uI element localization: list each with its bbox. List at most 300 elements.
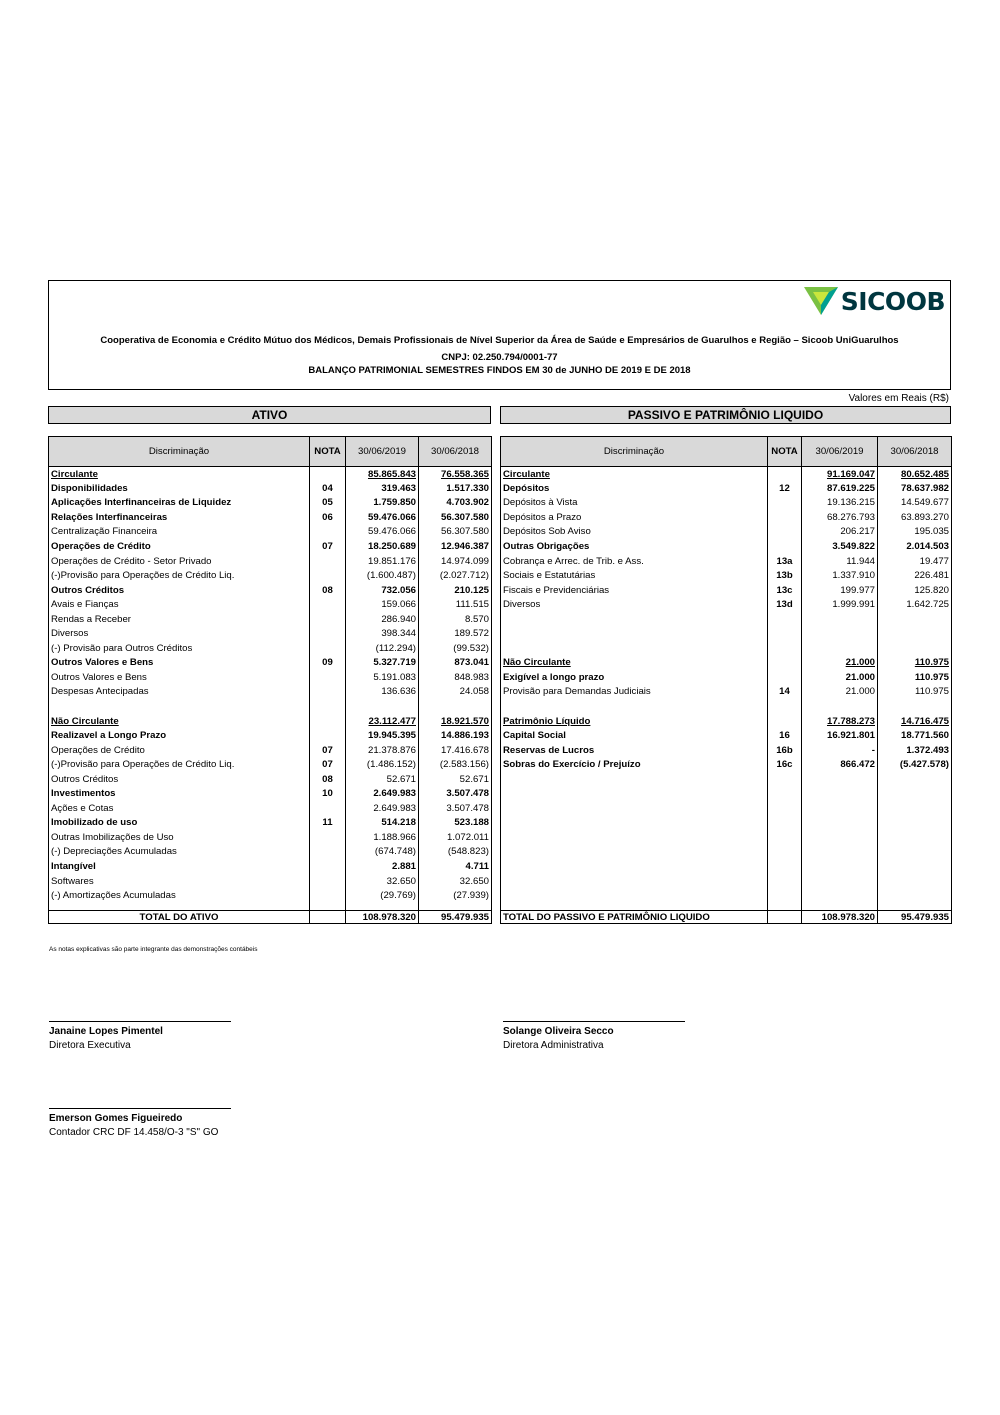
row-value-2018: 14.886.193 <box>419 728 492 743</box>
row-nota <box>768 641 802 656</box>
row-value-2019: 19.136.215 <box>802 496 878 511</box>
row-value-2019: 18.250.689 <box>346 539 419 554</box>
row-label: Depósitos à Vista <box>501 496 768 511</box>
table-row <box>501 757 952 772</box>
row-label: Rendas a Receber <box>49 612 310 627</box>
row-value-2019: 17.788.273 <box>802 714 878 729</box>
row-label: Imobilizado de uso <box>49 816 310 831</box>
row-value-2019: 68.276.793 <box>802 510 878 525</box>
row-nota <box>310 627 346 642</box>
row-value-2019: 23.112.477 <box>346 714 419 729</box>
row-label: Não Circulante <box>501 656 768 671</box>
row-nota <box>310 670 346 685</box>
row-value-2018: 14.716.475 <box>878 714 952 729</box>
row-nota: 16b <box>768 743 802 758</box>
table-row <box>501 888 952 903</box>
row-value-2019 <box>802 888 878 903</box>
table-row <box>49 743 492 758</box>
table-row <box>49 568 492 583</box>
row-value-2019: 21.000 <box>802 670 878 685</box>
table-row <box>501 554 952 569</box>
row-value-2019: 21.000 <box>802 685 878 700</box>
row-label: Provisão para Demandas Judiciais <box>501 685 768 700</box>
row-value-2019: 286.940 <box>346 612 419 627</box>
col-discriminacao: Discriminação <box>501 437 768 467</box>
row-nota: 08 <box>310 772 346 787</box>
row-nota <box>768 467 802 482</box>
table-row <box>501 743 952 758</box>
table-row <box>49 801 492 816</box>
table-row <box>501 845 952 860</box>
table-row <box>49 787 492 802</box>
total-nota <box>310 911 346 924</box>
row-value-2019: (1.600.487) <box>346 568 419 583</box>
row-value-2018: (5.427.578) <box>878 757 952 772</box>
signer-role: Contador CRC DF 14.458/O-3 "S" GO <box>49 1127 219 1138</box>
table-row <box>501 641 952 656</box>
row-value-2018: 873.041 <box>419 656 492 671</box>
table-row <box>501 627 952 642</box>
row-value-2018: 24.058 <box>419 685 492 700</box>
row-label: Cobrança e Arrec. de Trib. e Ass. <box>501 554 768 569</box>
table-row <box>49 845 492 860</box>
row-value-2018: 56.307.580 <box>419 525 492 540</box>
cnpj: CNPJ: 02.250.794/0001-77 <box>441 352 558 363</box>
row-value-2019 <box>802 801 878 816</box>
row-nota <box>310 612 346 627</box>
row-label <box>501 612 768 627</box>
table-row <box>49 685 492 700</box>
row-value-2018: 12.946.387 <box>419 539 492 554</box>
ativo-header-row <box>49 437 492 467</box>
row-nota <box>310 467 346 482</box>
row-label: Patrimônio Líquido <box>501 714 768 729</box>
table-row <box>49 656 492 671</box>
row-nota <box>768 627 802 642</box>
row-nota <box>310 699 346 714</box>
passivo-header-row <box>501 437 952 467</box>
table-row <box>501 568 952 583</box>
row-nota: 14 <box>768 685 802 700</box>
row-nota <box>768 830 802 845</box>
table-row <box>49 830 492 845</box>
passivo-section-title: PASSIVO E PATRIMÔNIO LIQUIDO <box>500 406 951 424</box>
total-label: TOTAL DO PASSIVO E PATRIMÔNIO LIQUIDO <box>501 911 768 924</box>
row-label <box>501 627 768 642</box>
table-row <box>49 597 492 612</box>
row-nota <box>310 597 346 612</box>
row-value-2018 <box>878 816 952 831</box>
row-nota <box>768 787 802 802</box>
signature-block <box>49 1021 231 1053</box>
row-value-2018 <box>878 772 952 787</box>
table-row <box>501 787 952 802</box>
row-nota <box>310 859 346 874</box>
row-label: (-) Depreciações Acumuladas <box>49 845 310 860</box>
row-label: Sociais e Estatutárias <box>501 568 768 583</box>
row-label: Circulante <box>501 467 768 482</box>
row-value-2018: 125.820 <box>878 583 952 598</box>
row-nota: 16c <box>768 757 802 772</box>
row-value-2018: 52.671 <box>419 772 492 787</box>
row-label: Realizavel a Longo Prazo <box>49 728 310 743</box>
row-nota <box>768 888 802 903</box>
row-label: Relações Interfinanceiras <box>49 510 310 525</box>
row-nota <box>768 714 802 729</box>
row-nota <box>768 816 802 831</box>
row-value-2018: 210.125 <box>419 583 492 598</box>
row-nota <box>310 728 346 743</box>
row-nota <box>768 801 802 816</box>
table-row <box>501 714 952 729</box>
row-value-2018: 18.921.570 <box>419 714 492 729</box>
row-value-2018: (548.823) <box>419 845 492 860</box>
row-value-2019: 52.671 <box>346 772 419 787</box>
row-value-2019: 2.649.983 <box>346 801 419 816</box>
row-nota <box>768 525 802 540</box>
col-2019: 30/06/2019 <box>802 437 878 467</box>
row-value-2019 <box>802 699 878 714</box>
row-nota: 07 <box>310 757 346 772</box>
row-value-2018: 110.975 <box>878 656 952 671</box>
signature-block <box>49 1108 231 1140</box>
row-value-2018: 523.188 <box>419 816 492 831</box>
row-value-2018 <box>878 612 952 627</box>
row-nota <box>768 772 802 787</box>
row-value-2019: 16.921.801 <box>802 728 878 743</box>
row-value-2019: 32.650 <box>346 874 419 889</box>
row-value-2019 <box>802 627 878 642</box>
row-value-2018: 226.481 <box>878 568 952 583</box>
table-row <box>501 670 952 685</box>
row-value-2018: 4.703.902 <box>419 496 492 511</box>
row-value-2018: 14.549.677 <box>878 496 952 511</box>
table-row <box>49 627 492 642</box>
table-row <box>49 481 492 496</box>
table-row <box>501 685 952 700</box>
table-row <box>501 583 952 598</box>
row-label: Investimentos <box>49 787 310 802</box>
row-value-2019: (29.769) <box>346 888 419 903</box>
row-value-2019: 59.476.066 <box>346 510 419 525</box>
row-label: Não Circulante <box>49 714 310 729</box>
row-value-2018 <box>419 699 492 714</box>
row-value-2019: 732.056 <box>346 583 419 598</box>
row-value-2018: 14.974.099 <box>419 554 492 569</box>
row-value-2018 <box>878 801 952 816</box>
row-label: Despesas Antecipadas <box>49 685 310 700</box>
row-value-2019 <box>802 845 878 860</box>
row-value-2019: (1.486.152) <box>346 757 419 772</box>
ativo-table <box>48 436 492 924</box>
row-value-2019: (674.748) <box>346 845 419 860</box>
row-label: Reservas de Lucros <box>501 743 768 758</box>
total-2018: 95.479.935 <box>878 911 952 924</box>
row-label <box>501 830 768 845</box>
row-label: Operações de Crédito <box>49 539 310 554</box>
row-label: Depósitos Sob Aviso <box>501 525 768 540</box>
row-value-2019: 11.944 <box>802 554 878 569</box>
row-label: Operações de Crédito - Setor Privado <box>49 554 310 569</box>
row-label: Outros Valores e Bens <box>49 656 310 671</box>
row-value-2018: 19.477 <box>878 554 952 569</box>
row-value-2018: 1.517.330 <box>419 481 492 496</box>
row-label: Fiscais e Previdenciárias <box>501 583 768 598</box>
sicoob-logo <box>804 286 945 316</box>
row-label: Centralização Financeira <box>49 525 310 540</box>
row-value-2019: 59.476.066 <box>346 525 419 540</box>
table-row <box>49 467 492 482</box>
table-row <box>501 874 952 889</box>
passivo-table <box>500 436 952 924</box>
row-label: Intangível <box>49 859 310 874</box>
row-label: Exigível a longo prazo <box>501 670 768 685</box>
total-2019: 108.978.320 <box>346 911 419 924</box>
table-row <box>501 510 952 525</box>
col-2019: 30/06/2019 <box>346 437 419 467</box>
row-nota <box>310 845 346 860</box>
row-value-2019: 3.549.822 <box>802 539 878 554</box>
row-nota <box>768 510 802 525</box>
row-nota: 13a <box>768 554 802 569</box>
row-value-2018: 848.983 <box>419 670 492 685</box>
signer-name: Emerson Gomes Figueiredo <box>49 1113 183 1124</box>
row-value-2018: 110.975 <box>878 685 952 700</box>
row-value-2019: 1.337.910 <box>802 568 878 583</box>
row-value-2019: 514.218 <box>346 816 419 831</box>
row-value-2018: 110.975 <box>878 670 952 685</box>
table-row <box>501 525 952 540</box>
row-value-2018: 1.372.493 <box>878 743 952 758</box>
row-value-2018 <box>878 830 952 845</box>
table-row <box>49 670 492 685</box>
row-value-2018: 2.014.503 <box>878 539 952 554</box>
row-value-2019: - <box>802 743 878 758</box>
table-row <box>49 874 492 889</box>
row-value-2018: 189.572 <box>419 627 492 642</box>
row-value-2018 <box>878 874 952 889</box>
row-value-2018: 111.515 <box>419 597 492 612</box>
total-nota <box>768 911 802 924</box>
row-value-2019: (112.294) <box>346 641 419 656</box>
row-value-2018: 80.652.485 <box>878 467 952 482</box>
signature-line <box>49 1021 231 1022</box>
table-row <box>49 539 492 554</box>
row-nota: 12 <box>768 481 802 496</box>
row-value-2019: 1.999.991 <box>802 597 878 612</box>
report-header <box>48 280 951 390</box>
row-value-2018: 195.035 <box>878 525 952 540</box>
row-nota: 13c <box>768 583 802 598</box>
col-2018: 30/06/2018 <box>419 437 492 467</box>
row-value-2018: 32.650 <box>419 874 492 889</box>
col-nota: NOTA <box>310 437 346 467</box>
row-label <box>501 772 768 787</box>
row-value-2019 <box>802 612 878 627</box>
row-nota <box>310 525 346 540</box>
row-value-2019 <box>346 699 419 714</box>
row-value-2018 <box>878 888 952 903</box>
row-value-2019 <box>802 641 878 656</box>
total-label: TOTAL DO ATIVO <box>49 911 310 924</box>
row-value-2019: 866.472 <box>802 757 878 772</box>
row-label <box>501 859 768 874</box>
row-label: Depósitos a Prazo <box>501 510 768 525</box>
row-value-2019: 87.619.225 <box>802 481 878 496</box>
total-2019: 108.978.320 <box>802 911 878 924</box>
row-value-2018: 17.416.678 <box>419 743 492 758</box>
row-value-2019: 91.169.047 <box>802 467 878 482</box>
table-row <box>501 859 952 874</box>
row-nota <box>310 830 346 845</box>
row-nota <box>768 699 802 714</box>
row-label: Capital Social <box>501 728 768 743</box>
col-nota: NOTA <box>768 437 802 467</box>
row-nota: 11 <box>310 816 346 831</box>
row-nota: 05 <box>310 496 346 511</box>
table-row <box>49 816 492 831</box>
row-label <box>49 699 310 714</box>
row-value-2019: 85.865.843 <box>346 467 419 482</box>
row-value-2018: (99.532) <box>419 641 492 656</box>
row-nota: 13d <box>768 597 802 612</box>
table-row <box>49 728 492 743</box>
logo-text: SICOOB <box>840 286 945 316</box>
row-value-2018: 63.893.270 <box>878 510 952 525</box>
row-value-2018: (2.583.156) <box>419 757 492 772</box>
row-value-2019: 398.344 <box>346 627 419 642</box>
signer-name: Solange Oliveira Secco <box>503 1026 614 1037</box>
row-label: (-)Provisão para Operações de Crédito Liq. <box>49 757 310 772</box>
row-value-2019: 1.188.966 <box>346 830 419 845</box>
row-label: Outras Imobilizações de Uso <box>49 830 310 845</box>
ativo-total-row <box>49 911 492 924</box>
table-row <box>49 699 492 714</box>
table-row <box>49 496 492 511</box>
row-value-2019: 199.977 <box>802 583 878 598</box>
row-value-2018: 76.558.365 <box>419 467 492 482</box>
row-label: Diversos <box>501 597 768 612</box>
table-row <box>49 757 492 772</box>
row-label: Sobras do Exercício / Prejuízo <box>501 757 768 772</box>
row-nota <box>310 568 346 583</box>
row-value-2018: (27.939) <box>419 888 492 903</box>
row-value-2018 <box>878 627 952 642</box>
table-row <box>49 525 492 540</box>
table-row <box>501 496 952 511</box>
row-value-2018: (2.027.712) <box>419 568 492 583</box>
row-value-2019 <box>802 787 878 802</box>
table-row <box>501 539 952 554</box>
row-nota <box>768 845 802 860</box>
table-row <box>49 554 492 569</box>
row-value-2019: 21.378.876 <box>346 743 419 758</box>
ativo-section-title: ATIVO <box>48 406 491 424</box>
signer-role: Diretora Executiva <box>49 1040 131 1051</box>
row-label: Outras Obrigações <box>501 539 768 554</box>
row-nota: 13b <box>768 568 802 583</box>
row-value-2019 <box>802 859 878 874</box>
signature-line <box>49 1108 231 1109</box>
row-label: Circulante <box>49 467 310 482</box>
row-label: Diversos <box>49 627 310 642</box>
row-value-2018: 3.507.478 <box>419 801 492 816</box>
row-nota <box>768 670 802 685</box>
row-value-2018: 78.637.982 <box>878 481 952 496</box>
report-title: BALANÇO PATRIMONIAL SEMESTRES FINDOS EM 30 de JUNHO DE 2019 E DE 2018 <box>308 365 691 376</box>
table-row <box>49 583 492 598</box>
row-label <box>501 641 768 656</box>
row-value-2019 <box>802 772 878 787</box>
row-label: Operações de Crédito <box>49 743 310 758</box>
row-value-2018: 3.507.478 <box>419 787 492 802</box>
passivo-total-row <box>501 911 952 924</box>
row-value-2018 <box>878 699 952 714</box>
currency-note: Valores em Reais (R$) <box>848 393 949 404</box>
row-nota <box>310 888 346 903</box>
row-value-2019 <box>802 830 878 845</box>
total-2018: 95.479.935 <box>419 911 492 924</box>
table-row <box>501 699 952 714</box>
row-label: Outros Créditos <box>49 772 310 787</box>
row-nota <box>310 685 346 700</box>
table-row <box>501 772 952 787</box>
table-row <box>501 816 952 831</box>
row-value-2018 <box>878 641 952 656</box>
row-nota <box>310 801 346 816</box>
row-label <box>501 888 768 903</box>
row-value-2019 <box>802 874 878 889</box>
table-row <box>501 481 952 496</box>
table-row <box>49 612 492 627</box>
table-row <box>501 467 952 482</box>
table-row <box>501 656 952 671</box>
sicoob-logo-icon <box>804 287 838 315</box>
signer-role: Diretora Administrativa <box>503 1040 604 1051</box>
row-nota <box>310 714 346 729</box>
table-row <box>501 728 952 743</box>
row-label <box>501 874 768 889</box>
cooperative-name: Cooperativa de Economia e Crédito Mútuo dos Médicos, Demais Profissionais de Nível Superior da Área de Saúde e Empresários de Guarulhos e Região – Sicoob UniGuarulhos <box>100 335 899 346</box>
footnote: As notas explicativas são parte integrante das demonstrações contábeis <box>49 946 258 953</box>
row-label: Outros Créditos <box>49 583 310 598</box>
row-label: Depósitos <box>501 481 768 496</box>
row-value-2018: 1.642.725 <box>878 597 952 612</box>
row-value-2019: 19.945.395 <box>346 728 419 743</box>
table-row <box>501 612 952 627</box>
row-value-2019: 21.000 <box>802 656 878 671</box>
table-row <box>501 597 952 612</box>
row-label: Avais e Fianças <box>49 597 310 612</box>
row-label: Disponibilidades <box>49 481 310 496</box>
table-row <box>49 714 492 729</box>
row-value-2019: 319.463 <box>346 481 419 496</box>
row-value-2018 <box>878 859 952 874</box>
table-row <box>49 859 492 874</box>
row-label <box>501 699 768 714</box>
row-value-2019: 2.649.983 <box>346 787 419 802</box>
row-nota <box>768 656 802 671</box>
row-nota: 08 <box>310 583 346 598</box>
row-value-2018: 4.711 <box>419 859 492 874</box>
table-row <box>49 772 492 787</box>
row-nota: 09 <box>310 656 346 671</box>
row-value-2019: 5.191.083 <box>346 670 419 685</box>
row-value-2018: 18.771.560 <box>878 728 952 743</box>
row-value-2019: 2.881 <box>346 859 419 874</box>
row-label: Outros Valores e Bens <box>49 670 310 685</box>
col-discriminacao: Discriminação <box>49 437 310 467</box>
